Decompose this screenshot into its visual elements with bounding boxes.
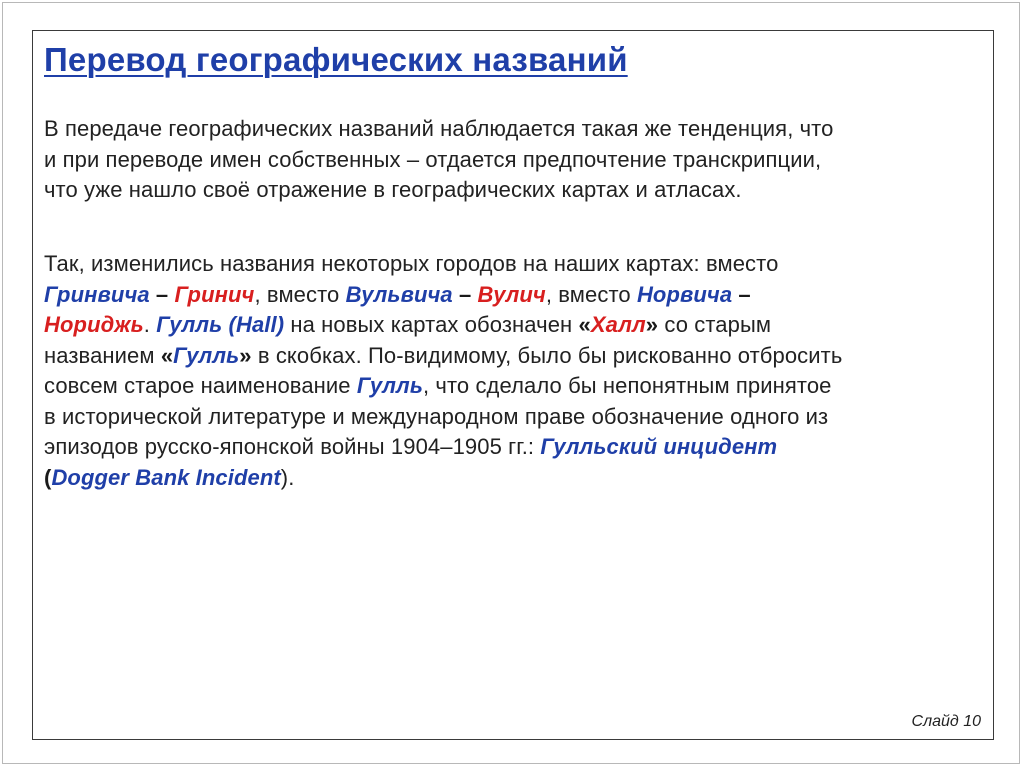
text-segment: « (160, 342, 174, 368)
text-segment: « (578, 312, 591, 337)
highlight-new-name: Халл (590, 312, 646, 337)
text-line (44, 280, 974, 311)
highlight-old-name: Гулль (173, 342, 240, 368)
text-line (44, 432, 974, 463)
slide-title: Перевод географических названий (44, 41, 628, 78)
text-segment: эпизодов русско-японской войны 1904–1905 гг.: (44, 434, 541, 459)
highlight-old-name: Гулль (356, 373, 423, 398)
text-line: и при переводе имен собственных – отдается предпочтение транскрипции, (44, 146, 822, 172)
text-segment: , вместо (254, 281, 346, 307)
text-line: Так, изменились названия некоторых городов на наших картах: вместо (44, 251, 779, 276)
text-segment: – (149, 281, 175, 307)
text-segment: в исторической литературе и международном праве обозначение одного из (44, 403, 829, 429)
text-segment: – (732, 281, 751, 307)
text-line (44, 463, 974, 494)
slide-number: Слайд 10 (911, 713, 981, 730)
highlight-old-name: Гринвича (44, 281, 150, 307)
text-segment: в скобках. По-видимому, было бы рискованно отбросить (251, 342, 843, 368)
highlight-new-name: Гринич (174, 281, 255, 307)
highlight-old-name: Норвича (636, 281, 733, 307)
text-line (44, 402, 974, 433)
text-segment: совсем старое наименование (44, 373, 357, 398)
text-segment: ( (44, 464, 52, 490)
highlight-old-name: Гулльский инцидент (540, 434, 778, 459)
text-segment: , что сделало бы непонятным принятое (422, 373, 832, 398)
paragraph-intro (44, 114, 974, 206)
text-segment: » (645, 312, 659, 337)
text-line: что уже нашло своё отражение в географических картах и атласах. (44, 177, 742, 202)
text-segment: – (452, 281, 478, 307)
text-line: В передаче географических названий наблюдается такая же тенденция, что (44, 116, 834, 141)
highlight-old-name: Вульвича (345, 281, 453, 307)
highlight-new-name: Вулич (477, 281, 546, 307)
paragraph-examples (44, 249, 974, 493)
highlight-old-name: Dogger Bank Incident (51, 464, 281, 490)
text-line (44, 371, 974, 402)
slide (32, 30, 994, 740)
text-line (44, 310, 974, 341)
text-segment: со старым (658, 312, 772, 337)
text-segment: названием (44, 342, 161, 368)
text-segment: , вместо (545, 281, 637, 307)
text-segment: ). (280, 464, 295, 490)
highlight-old-name: Гулль (Hall) (156, 312, 285, 337)
text-line (44, 341, 974, 372)
text-segment: на новых картах обозначен (284, 312, 579, 337)
text-segment: . (143, 312, 157, 337)
highlight-new-name: Нориджь (44, 312, 144, 337)
text-segment: » (239, 342, 252, 368)
